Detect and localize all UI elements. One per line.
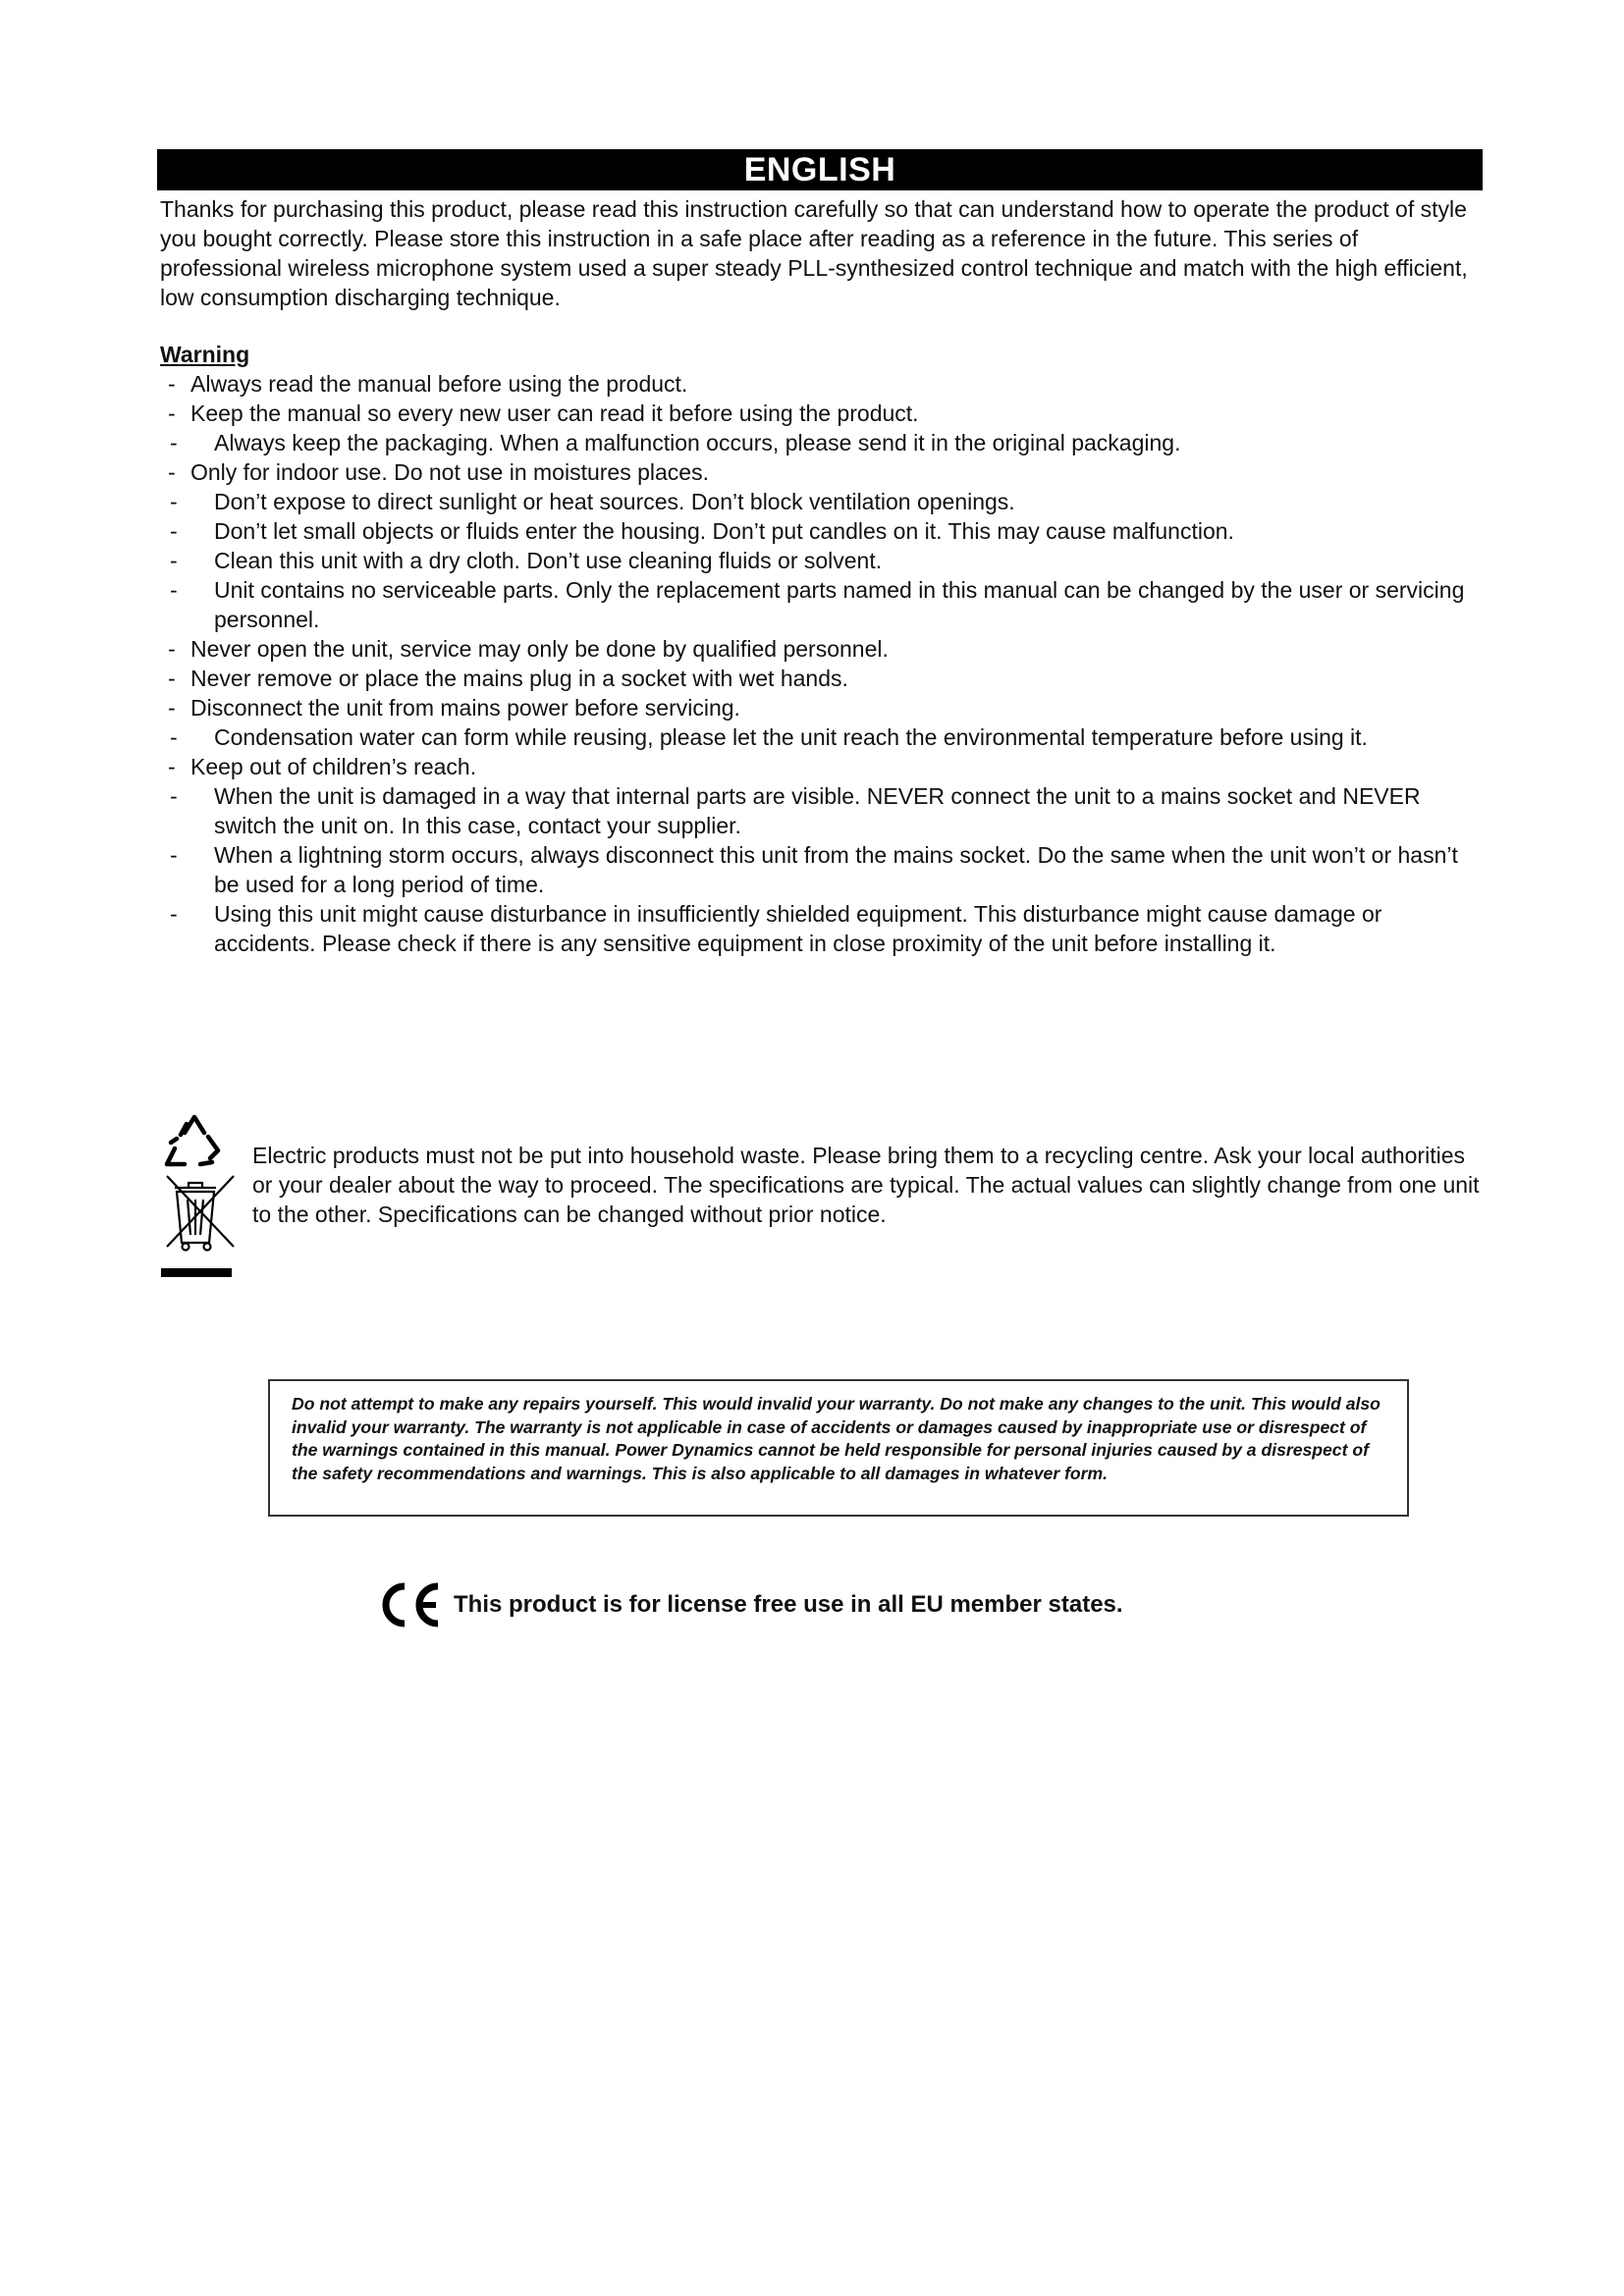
list-item: - Don’t let small objects or fluids enter the housing. Don’t put candles on it. This may cause malfunction. [170,518,1234,544]
disposal-section [157,1107,1492,1284]
language-banner: ENGLISH [157,149,1483,190]
list-item: - Keep out of children’s reach. [168,754,477,779]
list-item: - Don’t expose to direct sunlight or heat sources. Don’t block ventilation openings. [170,489,1015,514]
list-item: - When a lightning storm occurs, always disconnect this unit from the mains socket. Do the same when the unit won’t or hasn’t be used for a long period of time. [170,842,1458,897]
warranty-notice-box [268,1379,1409,1517]
recycle-and-weee-icon [157,1107,236,1284]
crossed-bin-icon [167,1176,234,1251]
list-item: - Condensation water can form while reusing, please let the unit reach the environmental temperature before using it. [170,724,1368,750]
list-item: - Only for indoor use. Do not use in moistures places. [168,459,709,485]
list-item: - Disconnect the unit from mains power before servicing. [168,695,740,721]
intro-paragraph: Thanks for purchasing this product, please read this instruction carefully so that can understand how to operate the product of style you bought correctly. Please store this instruction in a safe place after reading as a reference in the future. This series of professional wireless microphone system used a super steady PLL-synthesized control technique and match with the high efficient, low consumption discharging technique. [160,196,1468,310]
warning-list [160,369,1486,958]
list-item: - Clean this unit with a dry cloth. Don’t use cleaning fluids or solvent. [170,548,883,573]
list-item: - Using this unit might cause disturbance in insufficiently shielded equipment. This disturbance might cause damage or accidents. Please check if there is any sensitive equipment in close proximity of the unit before installing it. [170,901,1382,956]
list-item: - Always keep the packaging. When a malfunction occurs, please send it in the original packaging. [170,430,1181,455]
warning-heading: Warning [160,342,250,367]
ce-text: This product is for license free use in all EU member states. [454,1591,1123,1618]
disposal-text: Electric products must not be put into household waste. Please bring them to a recycling centre. Ask your local authorities or your dealer about the way to proceed. The specifications are typical. The actual values can slightly change from one unit to the other. Specifications can be changed without prior notice. [252,1143,1480,1227]
recycle-icon [167,1117,218,1164]
warranty-text: Do not attempt to make any repairs yourself. This would invalid your warranty. Do not make any changes to the unit. This would also invalid your warranty. The warranty is not applicable in case of accidents or damages caused by inappropriate use or disrespect of the warnings contained in this manual. Power Dynamics cannot be held responsible for personal injuries caused by a disrespect of the safety recommendations and warnings. This is also applicable to all damages in whatever form. [292,1394,1380,1483]
ce-statement [379,1578,1263,1629]
list-item: - Keep the manual so every new user can read it before using the product. [168,400,919,426]
ce-mark-icon [379,1578,458,1629]
list-item: - Never remove or place the mains plug in a socket with wet hands. [168,666,848,691]
list-item: - When the unit is damaged in a way that internal parts are visible. NEVER connect the unit to a mains socket and NEVER switch the unit on. In this case, contact your supplier. [170,783,1421,838]
weee-bar [161,1268,232,1277]
list-item: - Unit contains no serviceable parts. Only the replacement parts named in this manual can be changed by the user or servicing personnel. [170,577,1465,632]
list-item: - Never open the unit, service may only be done by qualified personnel. [168,636,889,662]
list-item: - Always read the manual before using the product. [168,371,688,397]
